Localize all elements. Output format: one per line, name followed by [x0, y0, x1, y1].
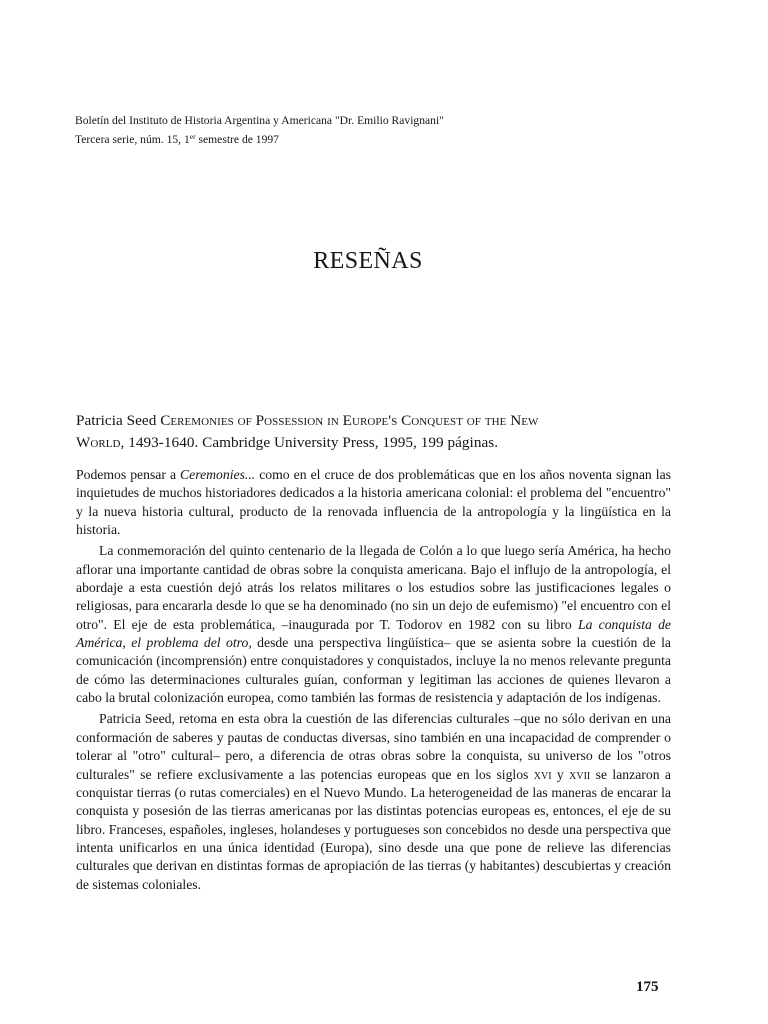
book-title: Ceremonies of Possession in Europe's Conquest of the New [160, 412, 539, 429]
book-citation [76, 410, 676, 454]
book-details: , 1493-1640. Cambridge University Press, 1995, 199 páginas. [120, 434, 499, 451]
page-number: 175 [636, 979, 659, 995]
citation-line-1 [76, 410, 676, 432]
journal-name: Boletín del Instituto de Historia Argentina y Americana "Dr. Emilio Ravignani" [75, 114, 444, 127]
book-short-title: Ceremonies... [180, 467, 256, 482]
century-xvi: xvi [533, 766, 552, 782]
paragraph-1: Podemos pensar a Ceremonies... como en el cruce de dos problemáticas que en los años noventa signan las inquietudes de muchos historiadores dedicados a la historia americana colonial: el problema del "encuentro" y la nueva historia cultural, producto de la renovada influencia de la antropología y la lingüística en la historia. [76, 467, 671, 538]
century-xvii: xvii [569, 766, 591, 782]
journal-header [75, 111, 444, 149]
ordinal-superscript: er [189, 132, 196, 141]
book-title-continued: World [76, 434, 121, 451]
book-author: Patricia Seed [76, 412, 161, 429]
paragraph-2: La conmemoración del quinto centenario de la llegada de Colón a lo que luego sería América, ha hecho aflorar una importante cantidad de obras sobre la conquista americana. Bajo el influjo de la antropología, el abordaje a esta cuestión dejó atrás los relatos militares o los estudios sobre las justificaciones legales o religiosas, para encararla desde lo que se ha denominado (no sin un dejo de eufemismo) "el encuentro con el otro". El eje de esta problemática, –inaugurada por T. Todorov en 1982 con su libro La conquista de América, el problema del otro, desde una perspectiva lingüística– que se asienta sobre la cuestión de la comunicación (incomprensión) entre conquistadores y conquistados, incluye la no menos relevante pregunta de cómo las determinaciones culturales guían, conforman y legitiman las acciones de quienes llevaron a cabo la brutal colonización europea, como también las formas de resistencia y adaptación de los indígenas. [76, 543, 672, 706]
review-body [76, 466, 671, 897]
paragraph-3: Patricia Seed, retoma en esta obra la cuestión de las diferencias culturales –que no sólo derivan en una conformación de saberes y pautas de conductas diversas, sino también en una incapacidad de comprender o tolerar al "otro" cultural– pero, a diferencia de otras obras sobre la conquista, su universo de los "otros culturales" se refiere exclusivamente a las potencias europeas que en los siglos xvi y xvii se lanzaron a conquistar tierras (o rutas comerciales) en el Nuevo Mundo. La heterogeneidad de las maneras de encarar la conquista y posesión de las tierras americanas por las distintas potencias europeas es, entonces, el eje de su libro. Franceses, españoles, ingleses, holandeses y portugueses son concebidos no desde una perspectiva que intenta unificarlos en una única identidad (Europa), sino desde una que pone de relieve las diferencias culturales que derivan en distintas formas de apropiación de las tierras (y habitantes) descubiertas y creación de sistemas coloniales. [76, 711, 671, 892]
citation-line-2 [76, 432, 676, 454]
todorov-book-title: La conquista de América, el problema del otro [76, 616, 671, 651]
journal-issue: Tercera serie, núm. 15, 1er semestre de 1997 [75, 132, 279, 146]
section-title: RESEÑAS [313, 248, 423, 274]
